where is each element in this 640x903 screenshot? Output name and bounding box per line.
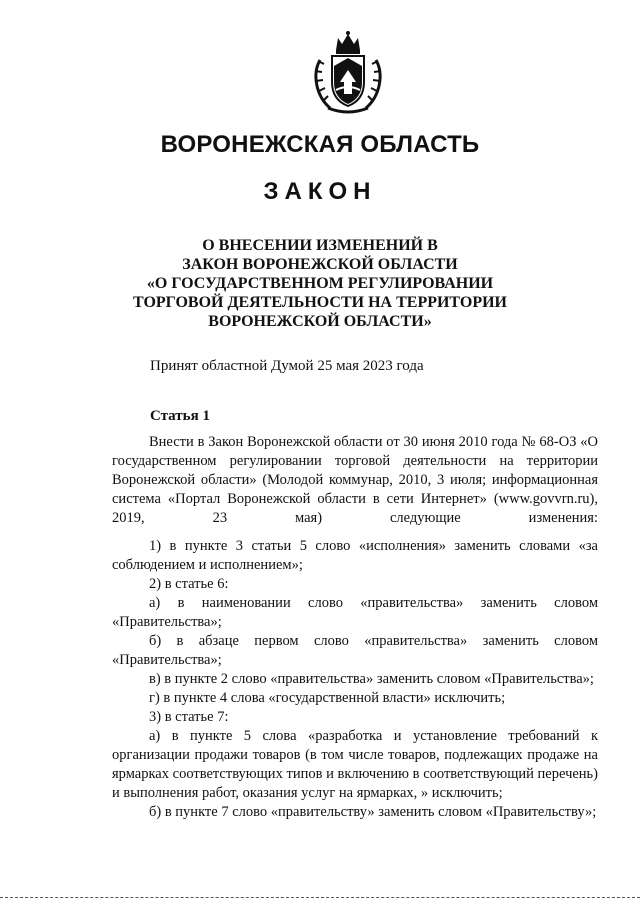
list-item: 2) в статье 6: <box>149 576 229 592</box>
list-item: б) в пункте 7 слово «правительству» заменить словом «Правительству»; <box>149 804 597 820</box>
article-intro <box>112 433 598 528</box>
intro-paragraph: Внести в Закон Воронежской области от 30 июня 2010 года № 68-ОЗ «О государственном регулировании торговой деятельности на территории Воронежской области» (Молодой коммунар, 2010, 3 июля; информационная система «Портал Воронежской области в сети Интернет» (www.govvrn.ru), 2019, 23 мая) следующие изменения: <box>112 434 598 526</box>
law-subject-title <box>80 236 560 331</box>
document-type-title: ЗАКОН <box>263 178 377 205</box>
changes-list <box>112 537 598 822</box>
list-item: б) в абзаце первом слово «правительства» заменить словом «Правительства»; <box>112 633 598 668</box>
region-title: ВОРОНЕЖСКАЯ ОБЛАСТЬ <box>160 131 480 158</box>
article-heading: Статья 1 <box>150 408 210 424</box>
list-item: а) в наименовании слово «правительства» заменить словом «Правительства»; <box>112 595 598 630</box>
list-item: 3) в статье 7: <box>149 709 229 725</box>
list-item: 1) в пункте 3 статьи 5 слово «исполнения» заменить словами «за соблюдением и исполнением»; <box>112 538 598 573</box>
subject-line: ТОРГОВОЙ ДЕЯТЕЛЬНОСТИ НА ТЕРРИТОРИИ <box>133 294 507 311</box>
adoption-date: Принят областной Думой 25 мая 2023 года <box>150 358 424 374</box>
list-item: а) в пункте 5 слова «разработка и установление требований к организации продажи товаров (в том числе товаров, подлежащих продаже на ярмарках соответствующих типов и включению в соответствующий перечень) и выполнения работ, оказания услуг на ярмарках, » исключить; <box>112 728 598 801</box>
page-bottom-divider <box>0 897 640 898</box>
subject-line: О ВНЕСЕНИИ ИЗМЕНЕНИЙ В <box>202 237 438 254</box>
subject-line: ВОРОНЕЖСКОЙ ОБЛАСТИ» <box>208 313 432 330</box>
list-item: г) в пункте 4 слова «государственной власти» исключить; <box>149 690 506 706</box>
subject-line: ЗАКОН ВОРОНЕЖСКОЙ ОБЛАСТИ <box>182 256 458 273</box>
coat-of-arms-icon <box>306 30 390 114</box>
subject-line: «О ГОСУДАРСТВЕННОМ РЕГУЛИРОВАНИИ <box>146 275 494 292</box>
list-item: в) в пункте 2 слово «правительства» заменить словом «Правительства»; <box>149 671 594 687</box>
